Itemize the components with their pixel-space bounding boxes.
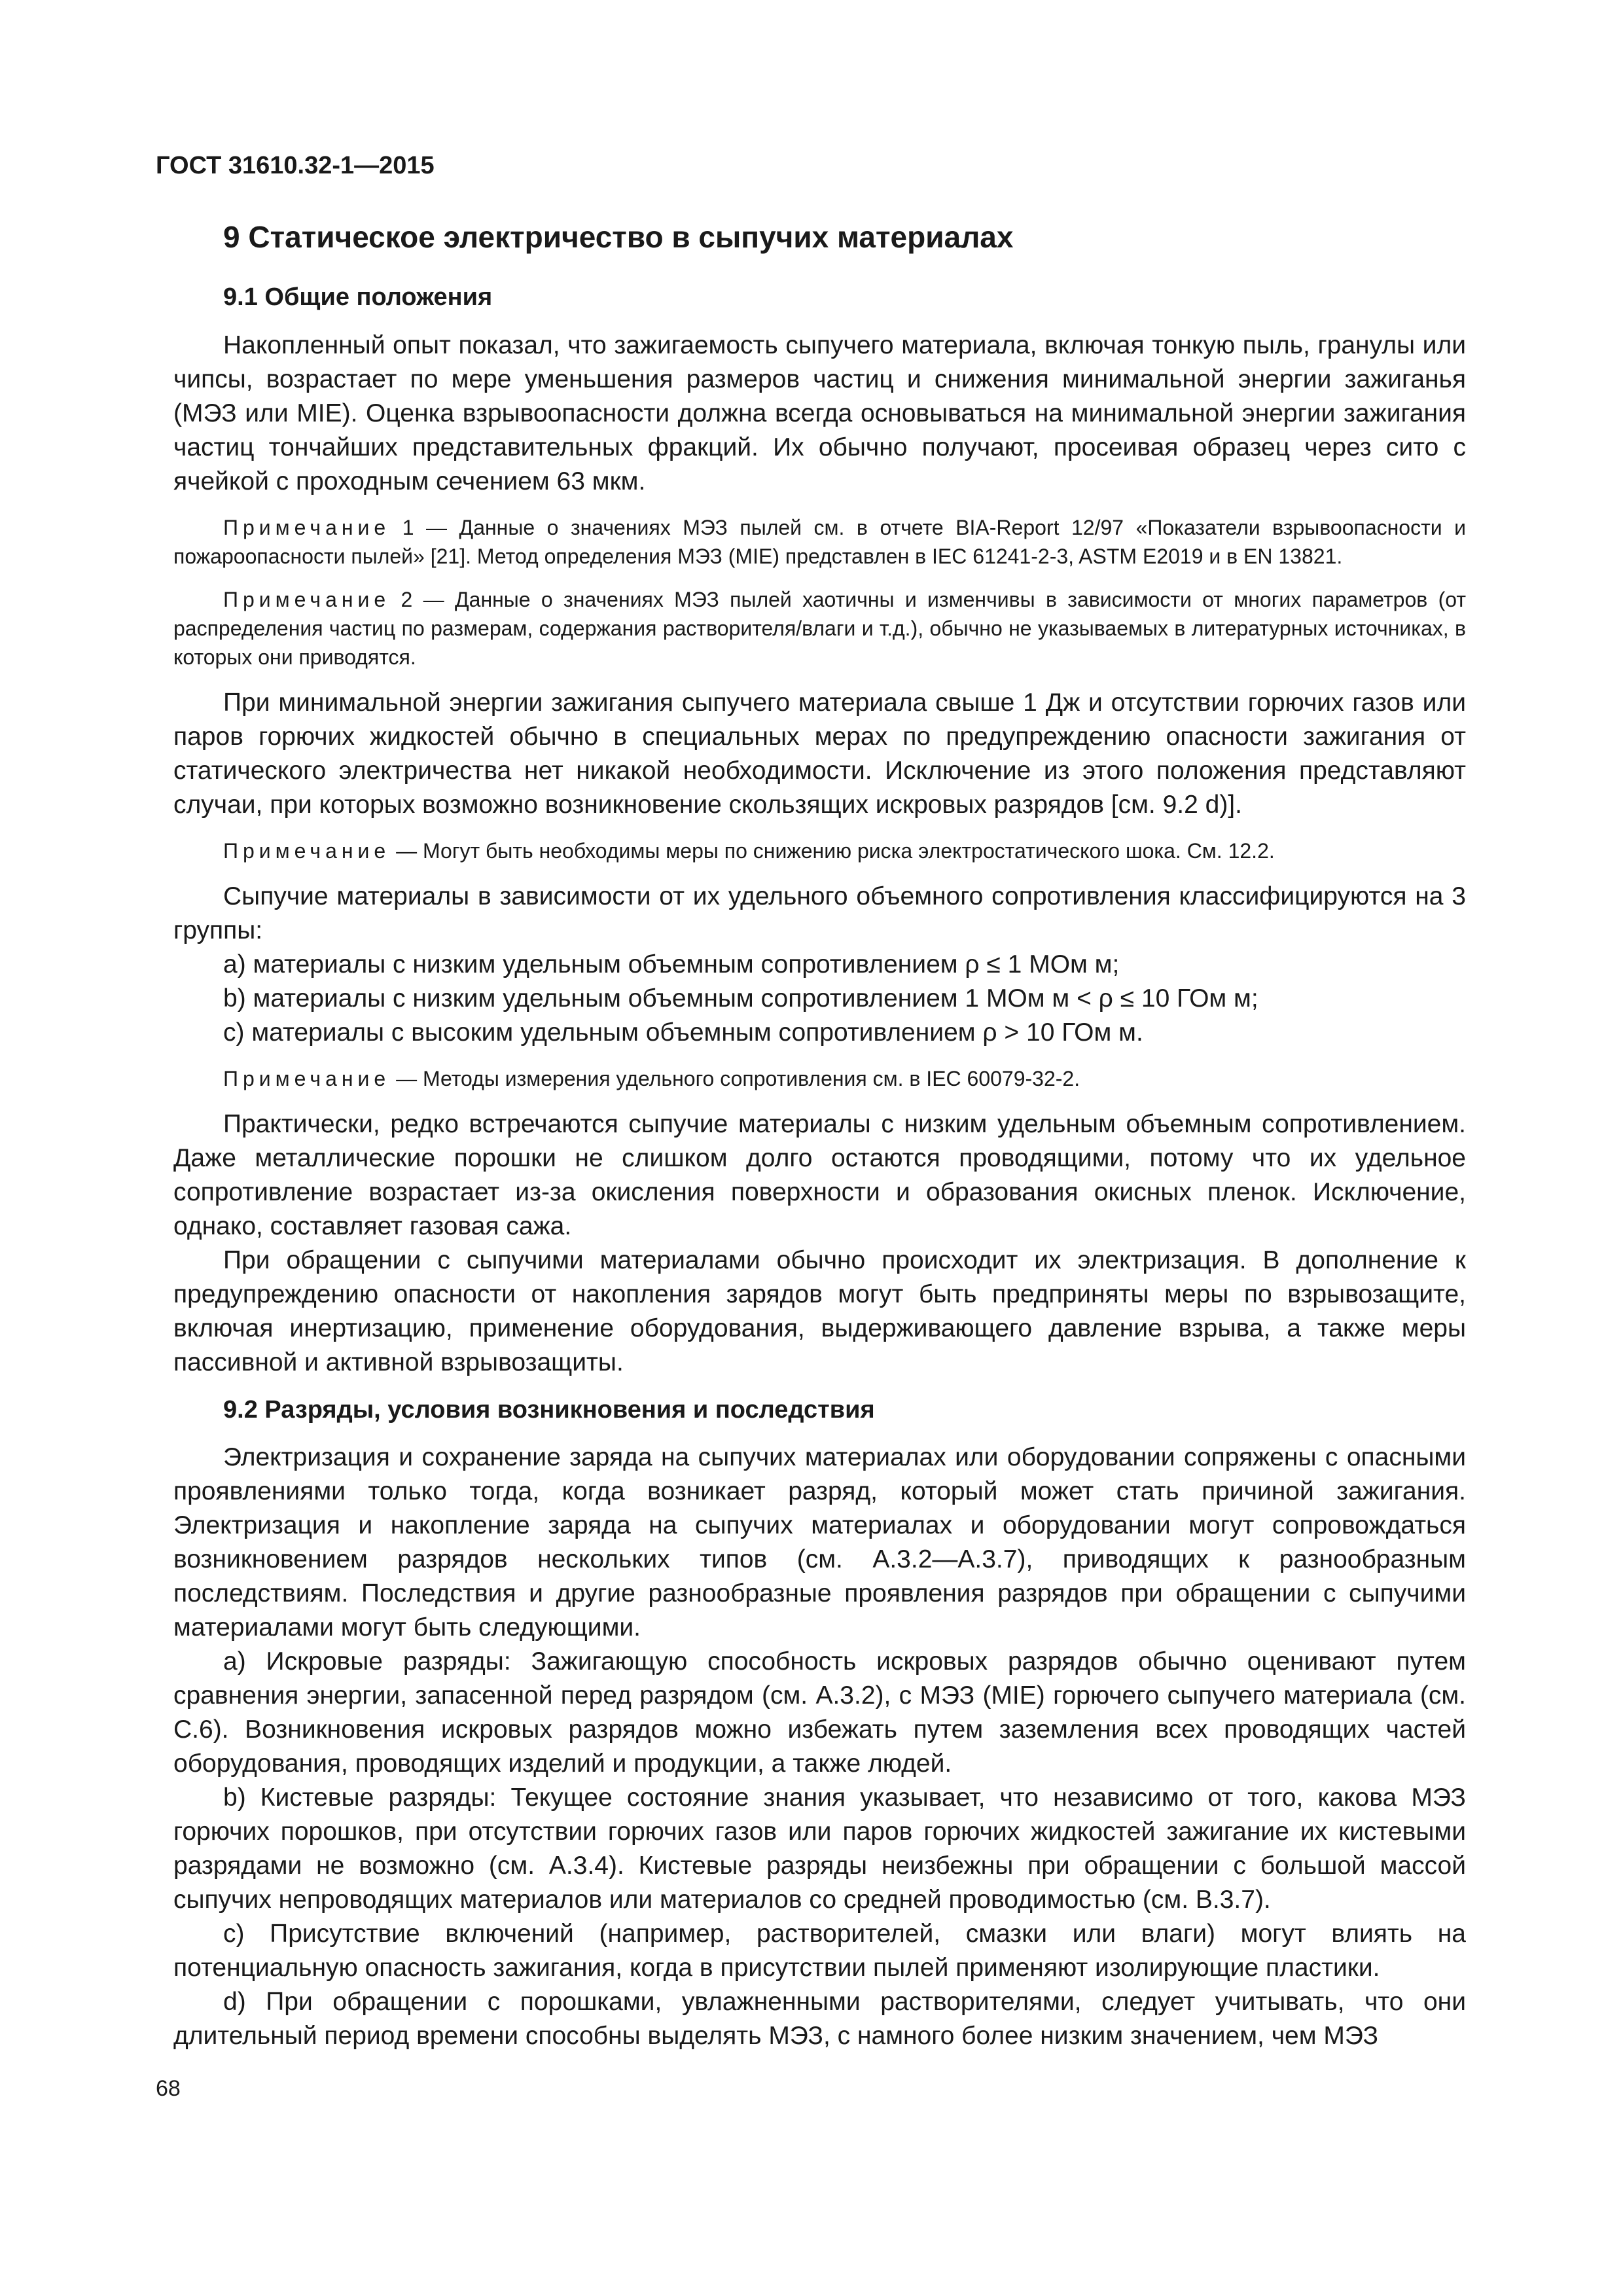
paragraph: При минимальной энергии зажигания сыпучего материала свыше 1 Дж и отсутствии горючих газов или паров горючих жидкостей обычно в специальных мерах по предупреждению опасности зажигания от статического электричества нет никакой необходимости. Исключение из этого положения представляют случаи, при которых возможно возникновение скользящих искровых разрядов [см. 9.2 d)].	[173, 688, 1466, 819]
list-item: b) материалы с низким удельным объемным сопротивлением 1 МОм м < ρ ≤ 10 ГОм м;	[223, 984, 1258, 1013]
resistivity-groups-list	[173, 948, 1466, 1050]
paragraph: d) При обращении с порошками, увлажненными растворителями, следует учитывать, что они длительный период времени способны выделять МЭЗ, с намного более низким значением, чем МЭЗ	[173, 1987, 1466, 2050]
paragraph: с) Присутствие включений (например, растворителей, смазки или влаги) могут влиять на потенциальную опасность зажигания, когда в присутствии пылей применяют изолирующие пластики.	[173, 1919, 1466, 1982]
note-text: — Могут быть необходимы меры по снижению риска электростатического шока. См. 12.2.	[390, 838, 1275, 863]
note-1	[173, 513, 1466, 571]
paragraph: а) Искровые разряды: Зажигающую способность искровых разрядов обычно оценивают путем сравнения энергии, запасенной перед разрядом (см. А.3.2), с МЭЗ (MIE) горючего сыпучего материала (см. С.6). Возникновения искровых разрядов можно избежать путем заземления всех проводящих частей оборудования, проводящих изделий и продукции, а также людей.	[173, 1647, 1466, 1778]
section-9-title: 9 Статическое электричество в сыпучих материалах	[223, 220, 1014, 254]
paragraph: b) Кистевые разряды: Текущее состояние знания указывает, что независимо от того, какова МЭЗ горючих порошков, при отсутствии горючих газов или паров горючих жидкостей зажигание их кистевыми разрядами не возможно (см. А.3.4). Кистевые разряды неизбежны при обращении с большой массой сыпучих непроводящих материалов или материалов со средней проводимостью (см. В.3.7).	[173, 1783, 1466, 1914]
note-label: Примечание	[223, 838, 391, 863]
subsection-9-2-title: 9.2 Разряды, условия возникновения и последствия	[223, 1395, 875, 1424]
note-3	[173, 836, 1466, 865]
page-number: 68	[156, 2076, 181, 2101]
page-body	[173, 219, 1466, 2053]
paragraph: Накопленный опыт показал, что зажигаемость сыпучего материала, включая тонкую пыль, гранулы или чипсы, возрастает по мере уменьшения размеров частиц и снижения минимальной энергии зажиганья (МЭЗ или MIE). Оценка взрывоопасности должна всегда основываться на минимальной энергии зажигания частиц тончайших представительных фракций. Их обычно получают, просеивая образец через сито с ячейкой с проходным сечением 63 мкм.	[173, 331, 1466, 495]
note-text: 2 — Данные о значениях МЭЗ пылей хаотичны и изменчивы в зависимости от многих параметров (от распределения частиц по размерам, содержания растворителя/влаги и т.д.), обычно не указываемых в литературных источниках, в которых они приводятся.	[173, 587, 1466, 669]
paragraph: Сыпучие материалы в зависимости от их удельного объемного сопротивления классифицируются на 3 группы:	[173, 882, 1466, 944]
paragraph: При обращении с сыпучими материалами обычно происходит их электризация. В дополнение к предупреждению опасности от накопления зарядов могут быть предприняты меры по взрывозащите, включая инертизацию, применение оборудования, выдерживающего давление взрыва, а также меры пассивной и активной взрывозащиты.	[173, 1246, 1466, 1376]
note-2	[173, 585, 1466, 672]
document-code-header: ГОСТ 31610.32-1—2015	[156, 152, 435, 179]
paragraph: Практически, редко встречаются сыпучие материалы с низким удельным объемным сопротивлением. Даже металлические порошки не слишком долго остаются проводящими, потому что их удельное сопротивление возрастает из-за окисления поверхности и образования окисных пленок. Исключение, однако, составляет газовая сажа.	[173, 1109, 1466, 1240]
subsection-9-1-title: 9.1 Общие положения	[223, 283, 493, 312]
note-label: Примечание	[223, 587, 391, 611]
note-label: Примечание	[223, 515, 391, 539]
list-item: с) материалы с высоким удельным объемным сопротивлением ρ > 10 ГОм м.	[223, 1018, 1143, 1047]
note-4	[173, 1064, 1466, 1093]
note-text: — Методы измерения удельного сопротивления см. в IEC 60079-32-2.	[390, 1066, 1080, 1090]
note-text: 1 — Данные о значениях МЭЗ пылей см. в отчете BIA-Report 12/97 «Показатели взрывоопасности и пожароопасности пылей» [21]. Метод определения МЭЗ (MIE) представлен в IEC 61241-2-3, ASTM E2019 и в EN 13821.	[173, 515, 1466, 568]
list-item: а) материалы с низким удельным объемным сопротивлением ρ ≤ 1 МОм м;	[223, 950, 1120, 978]
note-label: Примечание	[223, 1066, 391, 1090]
paragraph: Электризация и сохранение заряда на сыпучих материалах или оборудовании сопряжены с опасными проявлениями только тогда, когда возникает разряд, который может стать причиной зажигания. Электризация и накопление заряда на сыпучих материалах и оборудовании могут сопровождаться возникновением разрядов нескольких типов (см. А.3.2—А.3.7), приводящих к разнообразным последствиям. Последствия и другие разнообразные проявления разрядов при обращении с сыпучими материалами могут быть следующими.	[173, 1443, 1466, 1641]
